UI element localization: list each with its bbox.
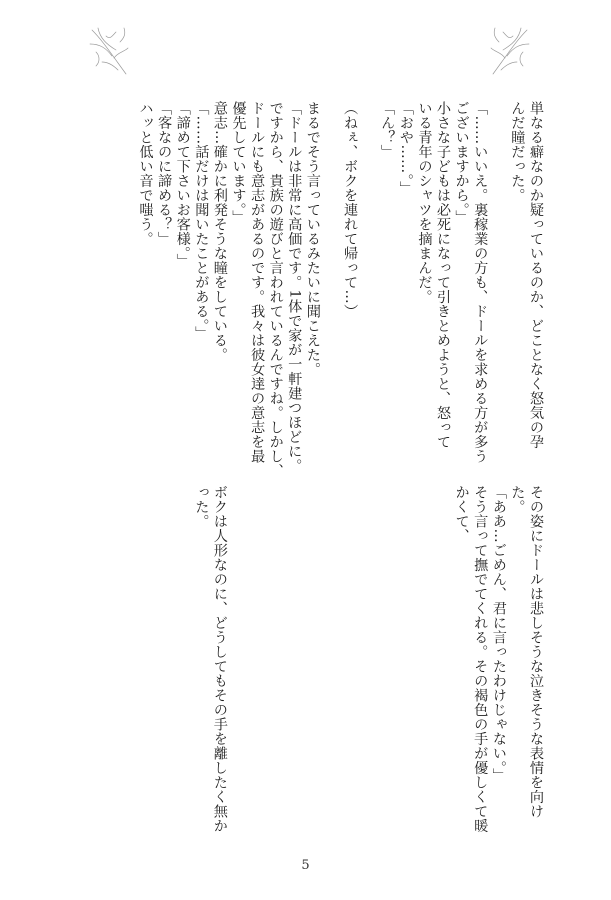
text-line: 「客なのに諦める？」 [156,101,173,246]
page-number: 5 [301,858,310,873]
text-line: その姿にドールは悲しそうな泣きそうな表情を向け [528,485,544,819]
text-line: そう言って撫でてくれる。その褐色の手が優しくて暖 [472,485,489,833]
text-line: 小さな子どもは必死になって引きとめようと、怒って [435,101,452,449]
text-column-bottom [192,485,545,855]
text-line [322,485,341,855]
floral-ornament-right-icon [485,22,533,80]
text-line [340,485,359,855]
text-line [396,485,415,855]
text-line [285,485,304,855]
text-line: 「ドールは非常に高価です。1体で家が一軒建つほどに。 [286,101,303,473]
text-line [322,101,341,471]
text-line: た。 [509,485,526,514]
text-line [359,101,378,471]
text-line [359,485,378,855]
text-line: いる青年のシャツを摘まんだ。 [416,101,433,304]
text-line: 「……話だけは聞いたことがある。」 [193,101,210,341]
text-line: かくて、 [453,485,470,543]
text-line: （ねぇ、ボクを連れて帰って…） [342,101,359,319]
text-line: んだ瞳だった。 [509,101,526,203]
text-line: 単なる癖なのか疑っているのか、どことなく怒気の孕 [528,101,544,449]
text-line: 意志…確かに利発そうな瞳をしている。 [211,101,228,362]
text-line: ハッと低い音で嗤う。 [137,101,154,246]
text-line [229,485,248,855]
text-line: ございますから。」 [453,101,470,225]
text-line: ドールにも意志があるのです。我々は彼女達の意志を最 [249,101,266,464]
text-line [433,485,452,855]
text-line [489,101,508,471]
text-line: 「ん？」 [379,101,396,159]
text-line [248,485,267,855]
text-line [415,485,434,855]
text-line [378,485,397,855]
text-line: まるでそう言っているみたいに聞こえた。 [304,101,321,377]
text-line [303,485,322,855]
text-line: 「おや……。」 [397,101,414,196]
text-line: った。 [193,485,210,529]
text-line: ボクは人形なのに、どうしてもその手を離したく無か [211,485,228,833]
text-line [266,485,285,855]
text-column-top [136,101,545,478]
text-line: ですから、貴族の遊びと言われているんですね。しかし、 [267,101,284,478]
floral-ornament-left-icon [86,22,134,80]
text-line: 「ああ…ごめん、君に言ったわけじゃない。」 [490,485,507,783]
text-line: 「……いいえ。裏稼業の方も、ドールを求める方が多う [472,101,489,464]
text-line: 優先しています。」 [230,101,247,225]
text-line: 「諦めて下さいお客様。」 [174,101,191,268]
